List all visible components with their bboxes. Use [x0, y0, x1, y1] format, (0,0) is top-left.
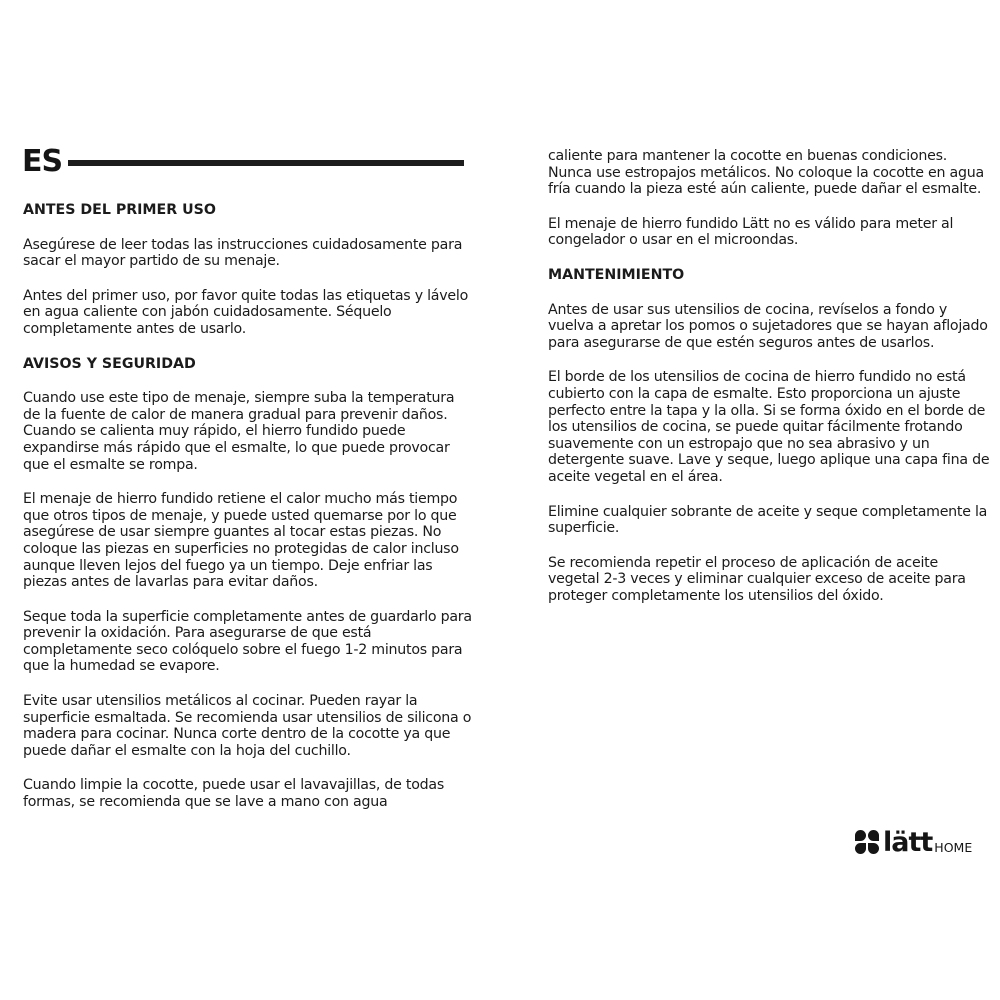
paragraph: Antes del primer uso, por favor quite todas las etiquetas y lávelo en agua caliente con jabón cuidadosamente. Séquelo completamente antes de usarlo. [23, 287, 468, 337]
section-title-maintenance: MANTENIMIENTO [548, 266, 685, 283]
logo-mark-icon [855, 830, 879, 854]
paragraph: El menaje de hierro fundido Lätt no es válido para meter al congelador o usar en el microondas. [548, 215, 954, 249]
section-title-warnings: AVISOS Y SEGURIDAD [23, 355, 196, 372]
header-divider [68, 160, 464, 166]
logo-suffix: HOME [934, 840, 973, 855]
logo-wordmark: lätt [883, 827, 933, 858]
paragraph: El borde de los utensilios de cocina de hierro fundido no está cubierto con la capa de esmalte. Esto proporciona un ajuste perfecto entre la tapa y la olla. Si se forma óxido en el borde de los utensilios de cocina, se puede quitar fácilmente frotando suavemente con un estropajo que no sea abrasivo y un detergente suave. Lave y seque, luego aplique una capa fina de aceite vegetal en el área. [548, 369, 990, 485]
paragraph: Elimine cualquier sobrante de aceite y seque completamente la superficie. [548, 503, 988, 537]
paragraph: Antes de usar sus utensilios de cocina, revíselos a fondo y vuelva a apretar los pomos o sujetadores que se hayan aflojado para asegurarse de que estén seguros antes de usarlos. [548, 301, 988, 351]
section-warnings [23, 356, 475, 811]
right-column [548, 148, 993, 622]
section-title-first-use: ANTES DEL PRIMER USO [23, 202, 216, 218]
paragraph: El menaje de hierro fundido retiene el calor mucho más tiempo que otros tipos de menaje, y puede usted quemarse por lo que asegúrese de usar siempre guantes al tocar estas piezas. No coloque las piezas en superficies no protegidas de calor incluso aunque lleven lejos del fuego ya un tiempo. Deje enfriar las piezas antes de lavarlas para evitar daños. [23, 491, 459, 591]
paragraph: Evite usar utensilios metálicos al cocinar. Pueden rayar la superficie esmaltada. Se recomienda usar utensilios de silicona o madera para cocinar. Nunca corte dentro de la cocotte ya que puede dañar el esmalte con la hoja del cuchillo. [23, 693, 472, 759]
section-maintenance [548, 267, 993, 605]
paragraph: Se recomienda repetir el proceso de aplicación de aceite vegetal 2-3 veces y eliminar cualquier exceso de aceite para proteger completamente los utensilios del óxido. [548, 554, 966, 604]
paragraph: Seque toda la superficie completamente antes de guardarlo para prevenir la oxidación. Para asegurarse de que está completamente seco colóquelo sobre el fuego 1-2 minutos para que la humedad se evapore. [23, 608, 472, 675]
language-header [22, 140, 464, 184]
paragraph: Cuando use este tipo de menaje, siempre suba la temperatura de la fuente de calor de manera gradual para prevenir daños. Cuando se calienta muy rápido, el hierro fundido puede expandirse más rápido que el esmalte, lo que puede provocar que el esmalte se rompa. [23, 390, 455, 473]
left-column [23, 202, 475, 829]
section-warnings-continued [548, 148, 993, 249]
section-first-use [23, 202, 475, 338]
brand-logo [855, 826, 972, 856]
language-code: ES [22, 144, 63, 179]
paragraph: Cuando limpie la cocotte, puede usar el lavavajillas, de todas formas, se recomienda que se lave a mano con agua [23, 777, 444, 811]
paragraph: caliente para mantener la cocotte en buenas condiciones. Nunca use estropajos metálicos. No coloque la cocotte en agua fría cuando la pieza esté aún caliente, puede dañar el esmalte. [548, 148, 984, 198]
paragraph: Asegúrese de leer todas las instrucciones cuidadosamente para sacar el mayor partido de su menaje. [23, 236, 463, 270]
